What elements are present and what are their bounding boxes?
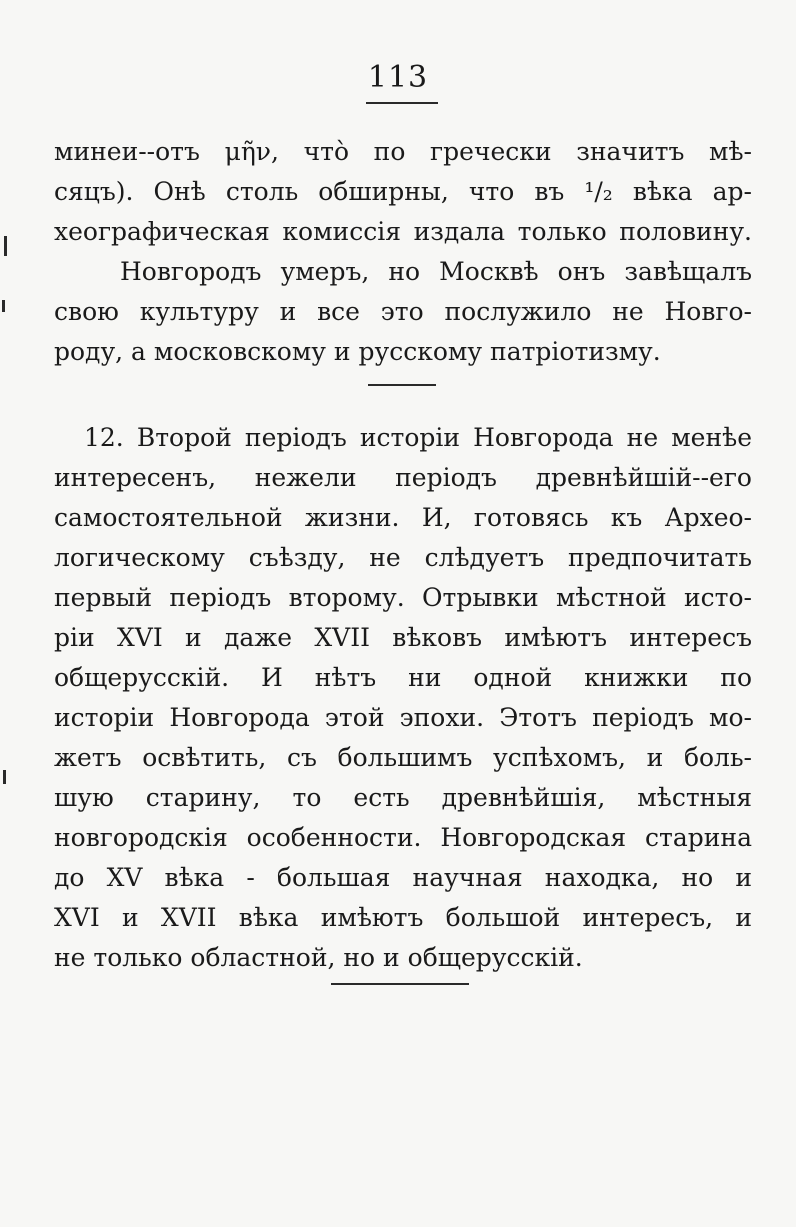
paragraph-continuation [54, 132, 752, 372]
paragraph-section-12 [54, 418, 752, 978]
text-line: общерусскій. И нѣтъ ни одной книжки по [54, 663, 752, 692]
text-line: минеи--отъ μῆν, что̀ по гречески значитъ мѣ- [54, 137, 752, 166]
text-line: до XV вѣка - большая научная находка, но и [54, 863, 752, 892]
text-line: исторіи Новгорода этой эпохи. Этотъ періодъ мо- [54, 703, 752, 732]
page-number: 113 [367, 60, 429, 95]
text-line: Новгородъ умеръ, но Москвѣ онъ завѣщалъ [120, 257, 752, 286]
section-divider [368, 384, 436, 386]
text-line: логическому съѣзду, не слѣдуетъ предпочитать [54, 543, 752, 572]
text-line: сяцъ). Онѣ столь обширны, что въ ¹/₂ вѣка ар- [54, 177, 752, 206]
text-line: самостоятельной жизни. И, готовясь къ Архео- [54, 503, 752, 532]
margin-mark [3, 770, 6, 784]
text-line: интересенъ, нежели періодъ древнѣйшій--его [54, 463, 752, 492]
text-line: первый періодъ второму. Отрывки мѣстной исто- [54, 583, 752, 612]
text-line: хеографическая комиссія издала только половину. [54, 217, 752, 246]
margin-mark [2, 300, 5, 312]
text-line: роду, а московскому и русскому патріотизму. [54, 337, 661, 366]
text-line: свою культуру и все это послужило не Новго- [54, 297, 752, 326]
text-line: жетъ освѣтить, съ большимъ успѣхомъ, и боль- [54, 743, 752, 772]
margin-mark [4, 236, 7, 256]
text-line: новгородскія особенности. Новгородская старина [54, 823, 752, 852]
text-line: ріи XVI и даже XVII вѣковъ имѣютъ интересъ [54, 623, 752, 652]
end-divider [331, 983, 469, 985]
text-line: не только областной, но и общерусскій. [54, 943, 583, 972]
text-line: XVI и XVII вѣка имѣютъ большой интересъ, и [54, 903, 752, 932]
page-number-underline [366, 102, 438, 104]
text-line: 12. Второй періодъ исторіи Новгорода не менѣе [84, 423, 752, 452]
text-line: шую старину, то есть древнѣйшія, мѣстныя [54, 783, 752, 812]
